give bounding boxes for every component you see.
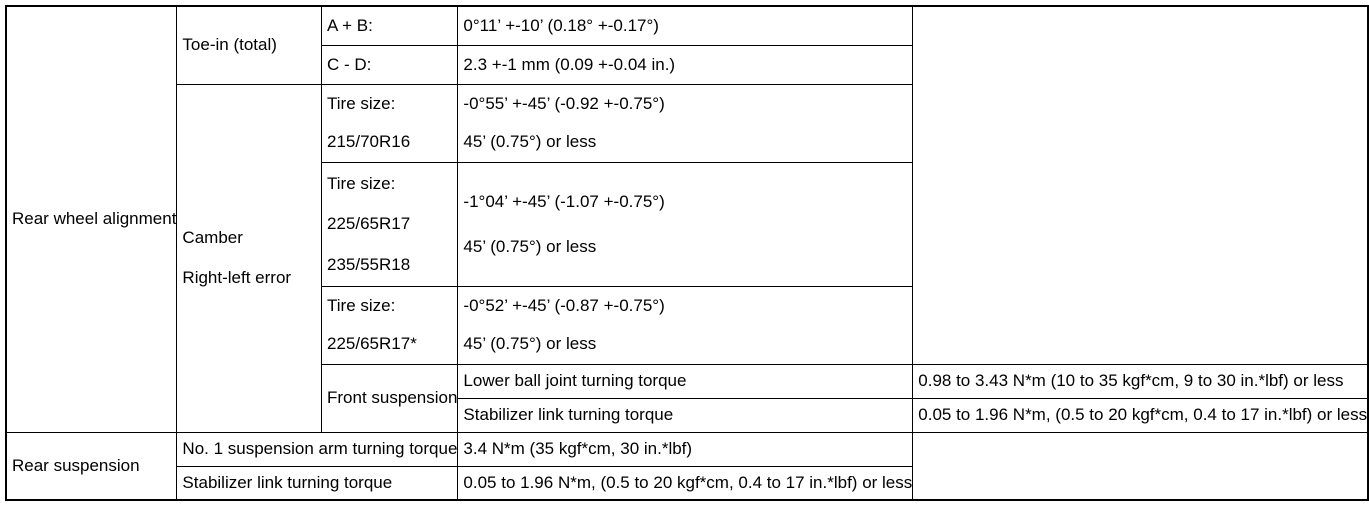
rear-item-1: No. 1 suspension arm turning torque	[177, 432, 458, 466]
camber-label: Camber	[182, 228, 243, 248]
camber-label-cell	[177, 84, 322, 432]
toe-cd-value: 2.3 +-1 mm (0.09 +-0.04 in.)	[458, 45, 913, 84]
right-left-error-label: Right-left error	[182, 268, 292, 288]
section-label-front-suspension	[322, 364, 458, 432]
toe-ab-value: 0°11’ +-10’ (0.18° +-0.17°)	[458, 6, 913, 45]
right-left-error-value: 45’ (0.75°) or less	[463, 334, 597, 354]
camber-size-cell-1	[322, 84, 458, 162]
rear-value-1: 3.4 N*m (35 kgf*cm, 30 in.*lbf)	[458, 432, 913, 466]
front-item-2: Stabilizer link turning torque	[458, 398, 913, 432]
camber-value: -0°52’ +-45’ (-0.87 +-0.75°)	[463, 296, 665, 316]
tire-size-value: 225/65R17*	[327, 334, 417, 354]
table-row	[6, 466, 1368, 500]
table-row	[6, 6, 1368, 45]
front-item-1: Lower ball joint turning torque	[458, 364, 913, 398]
section-label-rear-wheel-alignment	[6, 6, 177, 432]
tire-size-label: Tire size:	[327, 94, 396, 114]
camber-value: -0°55’ +-45’ (-0.92 +-0.75°)	[463, 94, 665, 114]
toe-cd-key: C - D:	[322, 45, 458, 84]
tire-size-value: 225/65R17	[327, 214, 411, 234]
front-value-2: 0.05 to 1.96 N*m, (0.5 to 20 kgf*cm, 0.4 to 17 in.*lbf) or less	[913, 398, 1368, 432]
section-label-rear-suspension	[6, 432, 177, 500]
toe-ab-key: A + B:	[322, 6, 458, 45]
spec-table	[5, 5, 1369, 501]
camber-size-cell-2	[322, 162, 458, 286]
tire-size-label: Tire size:	[327, 296, 396, 316]
tire-size-label: Tire size:	[327, 173, 396, 193]
camber-value: -1°04’ +-45’ (-1.07 +-0.75°)	[463, 191, 665, 211]
rear-value-2: 0.05 to 1.96 N*m, (0.5 to 20 kgf*cm, 0.4 to 17 in.*lbf) or less	[458, 466, 913, 500]
right-left-error-value: 45’ (0.75°) or less	[463, 236, 597, 256]
section-label: Rear suspension	[12, 455, 140, 475]
camber-value-cell-1	[458, 84, 913, 162]
front-value-1: 0.98 to 3.43 N*m (10 to 35 kgf*cm, 9 to 30 in.*lbf) or less	[913, 364, 1368, 398]
toe-in-label-cell	[177, 6, 322, 84]
toe-in-label: Toe-in (total)	[182, 35, 277, 55]
camber-size-cell-3	[322, 286, 458, 364]
section-label: Rear wheel alignment	[12, 209, 177, 229]
camber-value-cell-2	[458, 162, 913, 286]
right-left-error-value: 45’ (0.75°) or less	[463, 132, 597, 152]
rear-item-2: Stabilizer link turning torque	[177, 466, 458, 500]
tire-size-value: 235/55R18	[327, 254, 411, 274]
table-row	[6, 432, 1368, 466]
camber-value-cell-3	[458, 286, 913, 364]
table-row	[6, 84, 1368, 162]
tire-size-value: 215/70R16	[327, 132, 411, 152]
section-label: Front suspension	[327, 388, 458, 408]
